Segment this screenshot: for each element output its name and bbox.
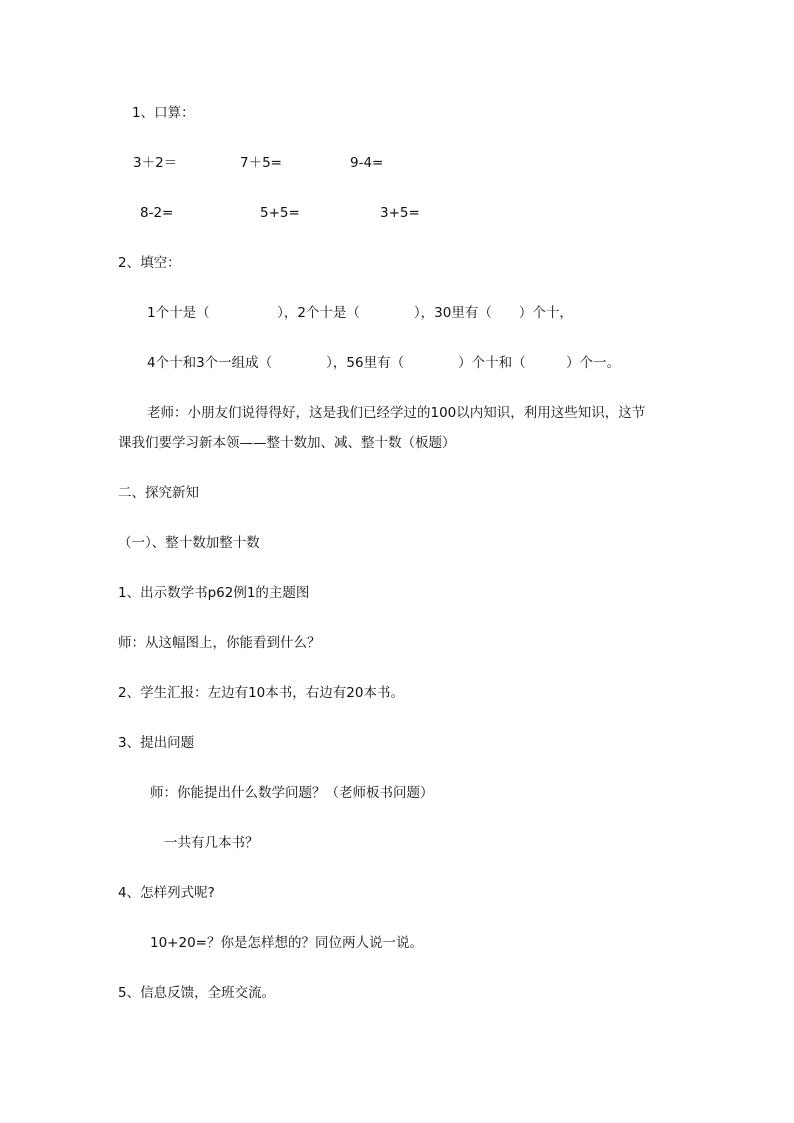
teacher-question: 师：你能提出什么数学问题？（老师板书问题）: [150, 785, 434, 801]
step-line: 5、信息反馈，全班交流。: [118, 985, 276, 1001]
part-heading: 二、探究新知: [118, 485, 199, 501]
teacher-paragraph-line: 课我们要学习新本领——整十数加、减、整十数（板题）: [118, 435, 456, 451]
question-text: 一共有几本书？: [164, 835, 259, 851]
step-line: 2、学生汇报：左边有10本书，右边有20本书。: [118, 685, 404, 701]
teacher-paragraph-line: 老师：小朋友们说得得好，这是我们已经学过的100以内知识，利用这些知识，这节: [147, 405, 646, 421]
section-1-title: 1、口算：: [132, 105, 195, 121]
expression-line: 10+20=？你是怎样想的？同位两人说一说。: [150, 935, 423, 951]
step-line: 3、提出问题: [118, 735, 195, 751]
calc-item: 3+5=: [380, 205, 420, 221]
fill-blank-line: 1个十是（ ），2个十是（ ），30里有（ ）个十，: [147, 305, 573, 321]
calc-item: 9-4=: [350, 155, 384, 171]
calc-item: 5+5=: [260, 205, 300, 221]
fill-blank-line: 4个十和3个一组成（ ），56里有（ ）个十和（ ）个一。: [147, 355, 621, 371]
subsection-heading: （一）、整十数加整十数: [118, 535, 260, 551]
step-line: 1、出示数学书p62例1的主题图: [118, 585, 310, 601]
calc-item: 3＋2＝: [133, 155, 178, 171]
calc-item: 8-2=: [140, 205, 174, 221]
teacher-question: 师：从这幅图上，你能看到什么？: [118, 635, 321, 651]
step-line: 4、怎样列式呢?: [118, 885, 215, 901]
calc-item: 7＋5=: [240, 155, 282, 171]
section-2-title: 2、填空：: [118, 255, 181, 271]
